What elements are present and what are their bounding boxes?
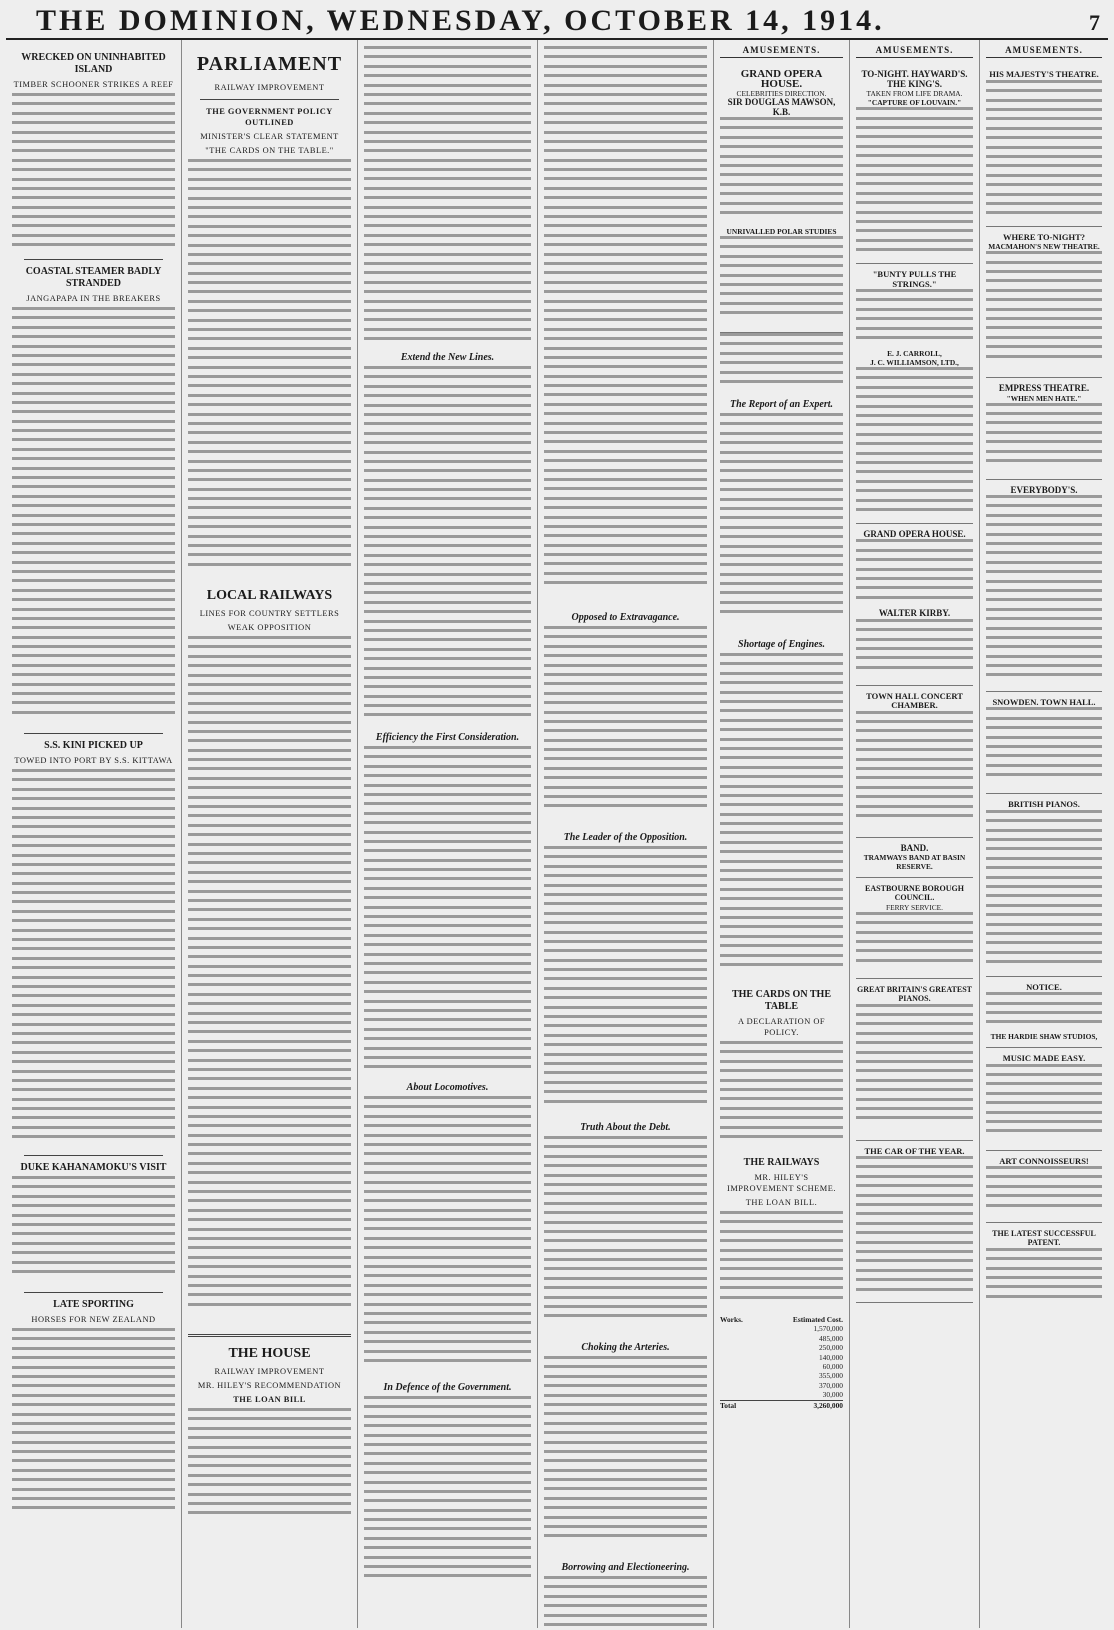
ad-title: GREAT BRITAIN'S GREATEST PIANOS.: [857, 984, 972, 1004]
article-subheading: HORSES FOR NEW ZEALAND: [31, 1315, 156, 1324]
article-heading: S.S. KINI PICKED UP: [44, 740, 143, 751]
advertisement: [986, 480, 1102, 692]
article-body: [188, 636, 351, 1326]
article-body: [544, 1136, 707, 1336]
advertisement: [720, 64, 843, 333]
advertisement: [856, 878, 973, 979]
table-header-row: [720, 1315, 843, 1324]
ad-title: EMPRESS THEATRE.: [998, 383, 1090, 394]
section-subheading: The Leader of the Opposition.: [563, 832, 688, 843]
article-subheading: JANGAPAPA IN THE BREAKERS: [26, 294, 161, 303]
article-subheading: WEAK OPPOSITION: [227, 623, 312, 632]
ad-subtitle: E. J. CARROLL,: [887, 349, 942, 359]
article-subheading: RAILWAY IMPROVEMENT: [214, 83, 325, 92]
article-body: [720, 333, 843, 393]
advertisement: [856, 979, 973, 1141]
article-subheading: THE LOAN BILL.: [745, 1198, 818, 1208]
article-body: [364, 1096, 531, 1376]
ad-body: [720, 236, 843, 326]
ad-body: [986, 992, 1102, 1032]
article-heading: THE RAILWAYS: [743, 1157, 820, 1169]
table-header: Estimated Cost.: [792, 1315, 843, 1325]
article-heading: LATE SPORTING: [53, 1299, 134, 1310]
page-number: 7: [1089, 10, 1100, 35]
divider: [24, 1155, 163, 1156]
article-subheading: TIMBER SCHOONER STRIKES A REEF: [13, 80, 174, 89]
divider: [24, 733, 163, 734]
ad-title: BRITISH PIANOS.: [1008, 799, 1080, 810]
article-body: [720, 413, 843, 633]
article-body: [544, 846, 707, 1116]
article-body: [188, 1408, 351, 1528]
masthead: [6, 4, 1108, 40]
article-body: [364, 46, 531, 346]
table-row: [720, 1371, 843, 1380]
cost-cell: 30,000: [822, 1390, 843, 1400]
ad-title: WHERE TO-NIGHT?: [1002, 231, 1086, 242]
ad-body: [986, 403, 1102, 473]
advertisement: [986, 1048, 1102, 1150]
advertisement: [986, 1151, 1102, 1223]
column-7: [980, 40, 1108, 1628]
article-subheading: A DECLARATION OF POLICY.: [737, 1017, 826, 1038]
ad-title: THE CAR OF THE YEAR.: [864, 1145, 965, 1156]
table-row: [720, 1334, 843, 1343]
ad-body: [856, 1156, 973, 1296]
article-body: [364, 746, 531, 1076]
section-subheading: Borrowing and Electioneering.: [561, 1562, 690, 1573]
ad-body: [856, 289, 973, 349]
amusements-header: AMUSEMENTS.: [720, 46, 843, 58]
ad-body: [986, 1166, 1102, 1216]
ad-title: HIS MAJESTY'S THEATRE.: [989, 69, 1099, 80]
column-4: [538, 40, 714, 1628]
advertisement: [856, 524, 973, 686]
divider: [24, 1292, 163, 1293]
advertisement: [856, 838, 973, 878]
total-label: Total: [720, 1400, 737, 1410]
ad-title: BAND.: [900, 842, 929, 853]
cost-cell: 250,000: [818, 1343, 843, 1353]
ad-title: GRAND OPERA HOUSE.: [863, 529, 966, 540]
advertisement: [856, 264, 973, 524]
article-subheading: TOWED INTO PORT BY S.S. KITTAWA: [14, 756, 173, 765]
advertisement: [986, 977, 1102, 1048]
article-body: [720, 1211, 843, 1311]
article-heading: COASTAL STEAMER BADLY STRANDED: [25, 266, 162, 289]
cost-cell: 140,000: [818, 1352, 843, 1362]
article-subheading: LINES FOR COUNTRY SETTLERS: [199, 609, 340, 618]
article-body: [12, 307, 175, 727]
table-row: [720, 1381, 843, 1390]
ad-title: SNOWDEN. TOWN HALL.: [992, 697, 1096, 708]
advertisement: [986, 1223, 1102, 1314]
column-1: [6, 40, 182, 1628]
table-row: [720, 1343, 843, 1352]
advertisement: [856, 1141, 973, 1303]
article-body: [720, 1041, 843, 1151]
ad-body: [856, 912, 973, 972]
divider: [188, 1334, 351, 1337]
table-row: [720, 1324, 843, 1333]
article-subheading: RAILWAY IMPROVEMENT: [214, 1367, 325, 1376]
article-body: [544, 1576, 707, 1628]
ad-title: THE LATEST SUCCESSFUL PATENT.: [992, 1229, 1096, 1248]
divider: [24, 259, 163, 260]
ad-title: NOTICE.: [1026, 981, 1062, 992]
ad-subtitle: "WHEN MEN HATE.": [1006, 393, 1082, 403]
column-3: [358, 40, 538, 1628]
article-body: [12, 769, 175, 1149]
section-subheading: Opposed to Extravagance.: [571, 612, 680, 623]
section-subheading: Shortage of Engines.: [738, 639, 825, 651]
article-body: [12, 1176, 175, 1286]
ad-subtitle: MACMAHON'S NEW THEATRE.: [988, 242, 1100, 252]
article-subheading: MR. HILEY'S IMPROVEMENT SCHEME.: [727, 1173, 836, 1194]
ad-title: EASTBOURNE BOROUGH COUNCIL.: [865, 884, 964, 903]
article-body: [544, 1356, 707, 1556]
ad-body: [856, 107, 973, 257]
ad-body: [986, 1248, 1102, 1308]
column-6: [850, 40, 980, 1628]
ad-body: [986, 1064, 1102, 1144]
amusements-header: AMUSEMENTS.: [986, 46, 1102, 58]
cost-cell: 1,570,000: [813, 1324, 843, 1334]
column-2: [182, 40, 358, 1628]
total-cell: 3,260,000: [813, 1400, 843, 1410]
advertisement: [986, 692, 1102, 794]
ad-body: [986, 495, 1102, 685]
ad-subtitle: TRAMWAYS BAND AT BASIN RESERVE.: [863, 853, 966, 872]
section-subheading: The Report of an Expert.: [729, 399, 834, 411]
cost-cell: 60,000: [822, 1362, 843, 1372]
ad-subtitle: FERRY SERVICE.: [885, 902, 944, 912]
section-heading: THE HOUSE: [228, 1346, 311, 1361]
ad-body: [856, 539, 973, 609]
divider: [200, 99, 339, 100]
ad-subtitle: J. C. WILLIAMSON, LTD.,: [870, 358, 959, 368]
ad-body: [986, 707, 1102, 787]
page-title: THE DOMINION, WEDNESDAY, OCTOBER 14, 1914.: [36, 4, 885, 37]
ad-subtitle: UNRIVALLED POLAR STUDIES: [726, 227, 837, 237]
section-subheading: Extend the New Lines.: [400, 352, 495, 363]
ad-body: [986, 810, 1102, 970]
ad-title: ART CONNOISSEURS!: [999, 1155, 1089, 1166]
cost-cell: 485,000: [818, 1333, 843, 1343]
ad-title: TOWN HALL CONCERT CHAMBER.: [866, 690, 963, 711]
columns: [6, 40, 1108, 1628]
advertisement: [986, 227, 1102, 378]
advertisement: [856, 64, 973, 264]
table-total-row: [720, 1400, 843, 1410]
section-heading: LOCAL RAILWAYS: [206, 588, 333, 603]
section-subheading: Efficiency the First Consideration.: [375, 732, 520, 743]
advertisement: [856, 686, 973, 838]
article-subheading: MINISTER'S CLEAR STATEMENT: [200, 132, 339, 141]
article-subheading: THE LOAN BILL: [233, 1395, 306, 1404]
cost-cell: 370,000: [818, 1380, 843, 1390]
ad-body: [986, 251, 1102, 371]
cost-cell: 355,000: [818, 1371, 843, 1381]
ad-subtitle: "CAPTURE OF LOUVAIN.": [867, 98, 962, 108]
article-body: [364, 366, 531, 726]
ad-title: GRAND OPERA HOUSE.: [740, 68, 823, 90]
advertisement: [986, 64, 1102, 226]
section-subheading: In Defence of the Government.: [383, 1382, 512, 1393]
ad-subtitle: CELEBRITIES DIRECTION.: [736, 89, 827, 99]
ad-body: [986, 80, 1102, 220]
ad-body: [856, 367, 973, 517]
ad-title: "BUNTY PULLS THE STRINGS.": [872, 269, 957, 289]
article-body: [544, 626, 707, 826]
ad-title: TO-NIGHT. HAYWARD'S. THE KING'S.: [861, 69, 968, 89]
amusements-header: AMUSEMENTS.: [856, 46, 973, 58]
ad-title: EVERYBODY'S.: [1010, 484, 1078, 495]
ad-subtitle: TAKEN FROM LIFE DRAMA.: [866, 89, 963, 99]
works-estimate-table: [720, 1315, 843, 1410]
advertisement: [986, 794, 1102, 976]
article-body: [12, 93, 175, 253]
ad-body: [856, 711, 973, 831]
column-5: [714, 40, 850, 1628]
table-row: [720, 1390, 843, 1399]
article-subheading: "THE CARDS ON THE TABLE.": [205, 146, 334, 155]
advertisement: [986, 378, 1102, 479]
section-subheading: Choking the Arteries.: [581, 1342, 670, 1353]
article-body: [544, 46, 707, 606]
ad-title: SIR DOUGLAS MAWSON, K.B.: [727, 97, 836, 117]
article-subheading: THE GOVERNMENT POLICY OUTLINED: [206, 107, 333, 127]
table-row: [720, 1353, 843, 1362]
ad-title: WALTER KIRBY.: [878, 608, 951, 619]
ad-body: [720, 117, 843, 227]
article-heading: DUKE KAHANAMOKU'S VISIT: [20, 1162, 167, 1173]
article-body: [364, 1396, 531, 1596]
article-heading: THE CARDS ON THE TABLE: [731, 989, 831, 1013]
article-body: [188, 159, 351, 579]
article-heading: WRECKED ON UNINHABITED ISLAND: [21, 52, 166, 75]
section-subheading: Truth About the Debt.: [580, 1122, 671, 1133]
article-body: [12, 1328, 175, 1528]
article-body: [720, 653, 843, 983]
table-header: Works.: [720, 1315, 743, 1325]
ad-title: MUSIC MADE EASY.: [1002, 1053, 1086, 1064]
section-heading: PARLIAMENT: [196, 53, 343, 75]
article-subheading: MR. HILEY'S RECOMMENDATION: [197, 1381, 342, 1390]
ad-subtitle: THE HARDIE SHAW STUDIOS,: [990, 1032, 1098, 1042]
section-subheading: About Locomotives.: [406, 1082, 489, 1093]
ad-body: [856, 619, 973, 679]
table-row: [720, 1362, 843, 1371]
ad-body: [856, 1004, 973, 1134]
